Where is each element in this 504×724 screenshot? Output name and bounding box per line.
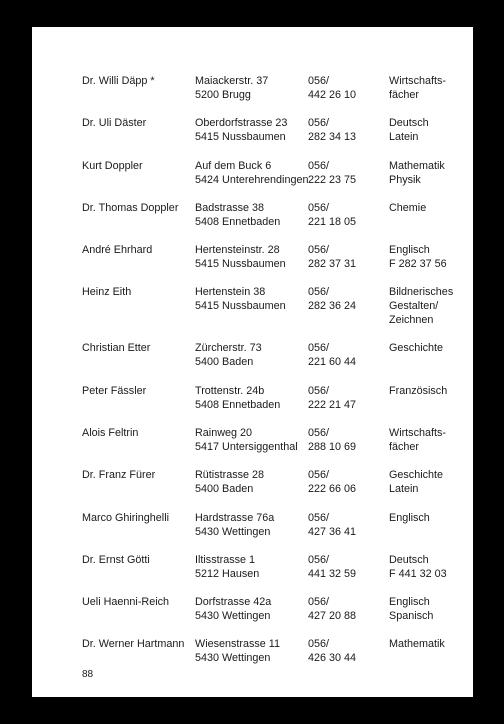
entry-phone bbox=[308, 384, 356, 412]
address-town: 5400 Baden bbox=[195, 483, 254, 496]
entry-subjects bbox=[389, 595, 433, 623]
address-town: 5400 Baden bbox=[195, 356, 254, 369]
address-town: 5200 Brugg bbox=[195, 89, 251, 101]
directory-entry bbox=[32, 637, 473, 679]
entry-phone bbox=[308, 595, 356, 623]
entry-address bbox=[195, 201, 280, 229]
address-street: Hardstrasse 76a bbox=[195, 511, 275, 524]
subject-line: Mathematik bbox=[389, 159, 445, 172]
subject-line: Mathematik bbox=[389, 638, 445, 651]
subject-line: Englisch bbox=[389, 511, 430, 524]
phone-number: 441 32 59 bbox=[308, 567, 357, 580]
directory-entry bbox=[32, 468, 473, 510]
directory-entry bbox=[32, 511, 473, 553]
phone-area-code: 056/ bbox=[308, 426, 330, 439]
entry-subjects bbox=[389, 159, 445, 187]
address-town: 5417 Untersiggenthal bbox=[195, 440, 298, 453]
entry-phone bbox=[308, 116, 356, 144]
directory-entry bbox=[32, 341, 473, 383]
directory-entry bbox=[32, 116, 473, 158]
subject-line: fächer bbox=[389, 89, 420, 101]
page-number: 88 bbox=[82, 669, 94, 680]
entry-address bbox=[195, 116, 287, 144]
phone-number: 288 10 69 bbox=[308, 440, 357, 453]
address-street: Iltisstrasse 1 bbox=[195, 553, 255, 566]
subject-line: Englisch bbox=[389, 244, 430, 257]
entry-name: André Ehrhard bbox=[82, 244, 153, 257]
address-town: 5408 Ennetbaden bbox=[195, 398, 281, 411]
entry-phone bbox=[308, 285, 356, 313]
entry-address bbox=[195, 595, 271, 623]
entry-phone bbox=[308, 511, 356, 539]
phone-number: 222 23 75 bbox=[308, 173, 357, 186]
address-street: Rütistrasse 28 bbox=[195, 469, 265, 482]
phone-area-code: 056/ bbox=[308, 638, 330, 651]
entry-address bbox=[195, 341, 262, 369]
address-street: Hertenstein 38 bbox=[195, 286, 266, 299]
entry-subjects bbox=[389, 384, 447, 398]
address-town: 5430 Wettingen bbox=[195, 652, 271, 665]
entry-phone bbox=[308, 426, 356, 454]
address-street: Rainweg 20 bbox=[195, 426, 253, 439]
phone-area-code: 056/ bbox=[308, 201, 330, 214]
address-town: 5424 Unterehrendingen bbox=[195, 173, 309, 186]
phone-area-code: 056/ bbox=[308, 342, 330, 355]
address-town: 5415 Nussbaumen bbox=[195, 300, 286, 313]
phone-number: 427 36 41 bbox=[308, 525, 357, 538]
document-page bbox=[32, 27, 473, 697]
directory-entry bbox=[32, 553, 473, 595]
address-street: Maiackerstr. 37 bbox=[195, 75, 269, 87]
entry-subjects bbox=[389, 74, 446, 102]
phone-number: 222 21 47 bbox=[308, 398, 357, 411]
address-town: 5408 Ennetbaden bbox=[195, 215, 281, 228]
entry-phone bbox=[308, 74, 356, 102]
entry-address bbox=[195, 384, 280, 412]
subject-line: Deutsch bbox=[389, 553, 429, 566]
entry-name: Peter Fässler bbox=[82, 384, 147, 397]
subject-line: Latein bbox=[389, 483, 419, 496]
entry-name: Dr. Ernst Götti bbox=[82, 553, 150, 566]
subject-line: Physik bbox=[389, 173, 421, 186]
entry-subjects bbox=[389, 637, 445, 651]
entry-phone bbox=[308, 637, 356, 665]
address-street: Zürcherstr. 73 bbox=[195, 342, 262, 355]
phone-number: 282 34 13 bbox=[308, 131, 357, 144]
entry-address bbox=[195, 285, 286, 313]
address-town: 5212 Hausen bbox=[195, 567, 260, 580]
phone-area-code: 056/ bbox=[308, 159, 330, 172]
phone-number: 282 37 31 bbox=[308, 258, 357, 271]
entry-phone bbox=[308, 201, 356, 229]
phone-area-code: 056/ bbox=[308, 244, 330, 257]
directory-entry bbox=[32, 595, 473, 637]
address-street: Badstrasse 38 bbox=[195, 201, 265, 214]
phone-number: 221 18 05 bbox=[308, 215, 357, 228]
entry-address bbox=[195, 468, 264, 496]
entry-name: Heinz Eith bbox=[82, 286, 132, 299]
address-street: Dorfstrasse 42a bbox=[195, 596, 272, 609]
directory-entry bbox=[32, 285, 473, 341]
entry-subjects bbox=[389, 116, 429, 144]
address-street: Auf dem Buck 6 bbox=[195, 159, 272, 172]
directory-entry bbox=[32, 74, 473, 116]
phone-number: 442 26 10 bbox=[308, 89, 357, 101]
entry-name: Dr. Thomas Doppler bbox=[82, 201, 179, 214]
phone-number: 221 60 44 bbox=[308, 356, 357, 369]
subject-line: fächer bbox=[389, 440, 420, 453]
entry-subjects bbox=[389, 468, 443, 496]
address-town: 5415 Nussbaumen bbox=[195, 131, 286, 144]
subject-line: Latein bbox=[389, 131, 419, 144]
phone-number: 427 20 88 bbox=[308, 610, 357, 623]
subject-line: Französisch bbox=[389, 384, 448, 397]
directory-entry bbox=[32, 384, 473, 426]
entry-name: Kurt Doppler bbox=[82, 159, 143, 172]
entry-address bbox=[195, 553, 259, 581]
entry-subjects bbox=[389, 243, 447, 271]
entry-phone bbox=[308, 243, 356, 271]
subject-line: Zeichnen bbox=[389, 314, 434, 327]
phone-area-code: 056/ bbox=[308, 511, 330, 524]
phone-area-code: 056/ bbox=[308, 596, 330, 609]
address-street: Oberdorfstrasse 23 bbox=[195, 117, 288, 130]
directory-entry bbox=[32, 201, 473, 243]
phone-area-code: 056/ bbox=[308, 286, 330, 299]
entry-subjects bbox=[389, 553, 447, 581]
entry-subjects bbox=[389, 341, 443, 355]
phone-number: 282 36 24 bbox=[308, 300, 357, 313]
subject-line: Bildnerisches bbox=[389, 286, 454, 299]
entry-name: Dr. Willi Däpp * bbox=[82, 75, 155, 87]
phone-area-code: 056/ bbox=[308, 117, 330, 130]
subject-line: Chemie bbox=[389, 201, 427, 214]
directory-entry bbox=[32, 159, 473, 201]
entry-name: Alois Feltrin bbox=[82, 426, 139, 439]
entry-address bbox=[195, 426, 298, 454]
subject-line: Spanisch bbox=[389, 610, 434, 623]
phone-area-code: 056/ bbox=[308, 75, 330, 87]
subject-line: Gestalten/ bbox=[389, 300, 439, 313]
entry-phone bbox=[308, 468, 356, 496]
phone-number: 222 66 06 bbox=[308, 483, 357, 496]
subject-line: Englisch bbox=[389, 596, 430, 609]
directory-entry bbox=[32, 243, 473, 285]
subject-line: F 282 37 56 bbox=[389, 258, 447, 271]
subject-line: Deutsch bbox=[389, 117, 429, 130]
phone-area-code: 056/ bbox=[308, 469, 330, 482]
entry-phone bbox=[308, 159, 356, 187]
entry-name: Ueli Haenni-Reich bbox=[82, 596, 170, 609]
entry-name: Dr. Franz Fürer bbox=[82, 469, 156, 482]
entry-address bbox=[195, 74, 268, 102]
entry-name: Marco Ghiringhelli bbox=[82, 511, 170, 524]
entry-phone bbox=[308, 341, 356, 369]
entry-address bbox=[195, 159, 308, 187]
subject-line: Wirtschafts- bbox=[389, 426, 446, 439]
entry-address bbox=[195, 511, 274, 539]
subject-line: Wirtschafts- bbox=[389, 75, 446, 87]
phone-area-code: 056/ bbox=[308, 553, 330, 566]
subject-line: Geschichte bbox=[389, 469, 444, 482]
phone-number: 426 30 44 bbox=[308, 652, 357, 665]
entry-name: Christian Etter bbox=[82, 342, 151, 355]
entry-address bbox=[195, 243, 286, 271]
entry-phone bbox=[308, 553, 356, 581]
entry-subjects bbox=[389, 426, 446, 454]
phone-area-code: 056/ bbox=[308, 384, 330, 397]
address-street: Hertensteinstr. 28 bbox=[195, 244, 280, 257]
entry-address bbox=[195, 637, 280, 665]
address-town: 5430 Wettingen bbox=[195, 525, 271, 538]
entry-subjects bbox=[389, 285, 453, 327]
address-street: Trottenstr. 24b bbox=[195, 384, 265, 397]
teacher-directory bbox=[32, 74, 473, 680]
subject-line: Geschichte bbox=[389, 342, 444, 355]
subject-line: F 441 32 03 bbox=[389, 567, 447, 580]
entry-name: Dr. Uli Däster bbox=[82, 117, 147, 130]
address-town: 5430 Wettingen bbox=[195, 610, 271, 623]
directory-entry bbox=[32, 426, 473, 468]
entry-name: Dr. Werner Hartmann bbox=[82, 638, 185, 651]
entry-subjects bbox=[389, 511, 430, 525]
address-street: Wiesenstrasse 11 bbox=[195, 638, 281, 651]
entry-subjects bbox=[389, 201, 426, 215]
address-town: 5415 Nussbaumen bbox=[195, 258, 286, 271]
